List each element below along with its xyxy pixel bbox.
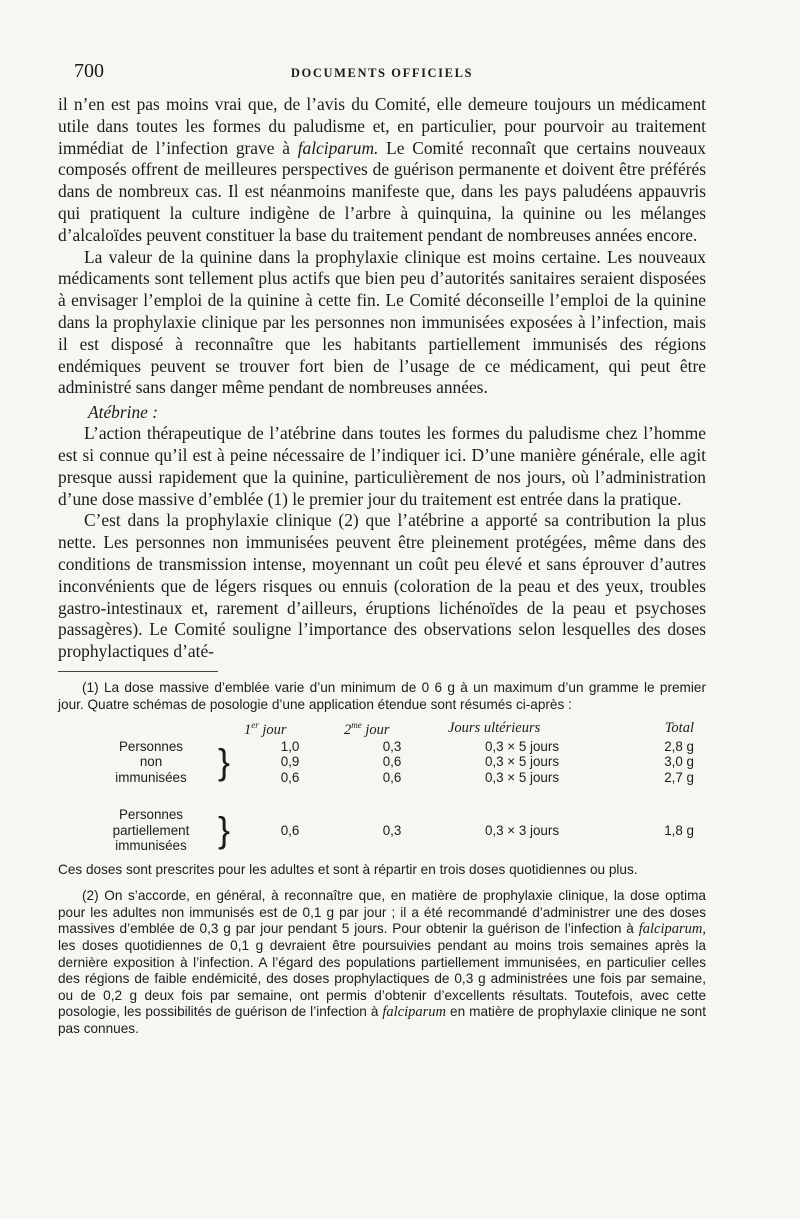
paragraph-4: C’est dans la prophylaxie clinique (2) que l’atébrine a apporté sa contribution la plus nette. Les personnes non immunisées peuvent être pleinement protégées, même dans des conditions de transmission intense, moyennant un coût peu élevé et sans éprouver d’autres inconvénients que de légers risques ou ennuis (coloration de la peau et des yeux, troubles gastro-intestinaux et, rarement d’ailleurs, éruptions lichénoïdes de la peau et psychoses passagères). Le Comité souligne l’importance des observations selon lesquelles des doses prophylactiques d’até- bbox=[58, 510, 706, 662]
table-row: Personnes partiellement immunisées } 0,6 0,3 0,3 × 3 jours 1,8 g bbox=[112, 807, 694, 854]
body-text bbox=[58, 94, 706, 663]
footnotes bbox=[58, 680, 706, 1038]
col-day1: 1er jour bbox=[244, 720, 287, 738]
table-row: non 0,9 0,6 0,3 × 5 jours 3,0 g bbox=[139, 754, 694, 770]
table-row: immunisées 0,6 0,6 0,3 × 5 jours 2,7 g bbox=[115, 769, 694, 785]
brace: } bbox=[218, 740, 231, 782]
footnote-2: (2) On s’accorde, en général, à reconnaître que, en matière de prophylaxie clinique, la dose optima pour les adultes non immunisés est de 0,1 g par jour ; il a été recommandé d’administrer une des doses massives d’emblée de 0,3 g par jour pendant 5 jours. Pour obtenir la guérison de l’infection à falciparum, les doses quotidiennes de 0,1 g devraient être poursuivies pendant au moins trois semaines après la dernière exposition à l’infection. A l’égard des populations partiellement immunisées, en particulier celles des régions de faible endémicité, des doses prophylactiques de 0,3 g administrées une fois par semaine, ou de 0,2 g deux fois par semaine, ont permis d’obtenir d’excellents résultats. Toutefois, avec cette posologie, les possibilités de guérison de l’infection à falciparum en matière de prophylaxie clinique ne sont pas connues. bbox=[58, 888, 706, 1036]
running-head: DOCUMENTS OFFICIELS bbox=[290, 66, 474, 80]
footnote-rule bbox=[58, 671, 218, 672]
col-day2: $2^{me}$ jour bbox=[344, 720, 390, 738]
paragraph-3: L’action thérapeutique de l’atébrine dans toutes les formes du paludisme chez l’homme est si connue qu’il est à peine nécessaire de l’indiquer ici. D’une manière générale, elle agit presque aussi rapidement que la quinine, particulièrement de nos jours, où l’administration d’une dose massive d’emblée (1) le premier jour du traitement est entrée dans la pratique. bbox=[58, 423, 706, 509]
brace: } bbox=[218, 809, 231, 851]
table-row: Personnes } 1,0 0,3 0,3 × 5 jours 2,8 g bbox=[88, 739, 698, 755]
page-number: 700 bbox=[74, 60, 104, 82]
dosage-table-header bbox=[88, 717, 698, 738]
paragraph-2: La valeur de la quinine dans la prophylaxie clinique est moins certaine. Les nouveaux médicaments sont tellement plus actifs que bien peu d’autorités sanitaires seraient disposées à envisager l’emploi de la quinine à cette fin. Le Comité déconseille l’emploi de la quinine dans la prophylaxie clinique par les personnes non immunisées exposées à l’infection, mais il est disposé à reconnaître que les habitants partiellement immunisés des régions endémiques peuvent se trouver fort bien de l’usage de ce médicament, qui peut être administré sans danger même pendant de nombreuses années. bbox=[58, 246, 706, 398]
page-header bbox=[58, 54, 706, 94]
footnote-1-intro: (1) La dose massive d’emblée varie d’un minimum de 0 6 g à un maximum d’un gramme le premier jour. Quatre schémas de posologie d’une application étendue sont résumés ci-après : bbox=[58, 679, 706, 712]
footnote-1-outro: Ces doses sont prescrites pour les adultes et sont à répartir en trois doses quotidiennes ou plus. bbox=[58, 861, 638, 877]
section-heading-atebrine: Atébrine : bbox=[88, 402, 159, 423]
italic-falciparum: falciparum. bbox=[297, 137, 379, 158]
paragraph-1: il n’en est pas moins vrai que, de l’avis du Comité, elle demeure toujours un médicament utile dans toutes les formes du paludisme et, en particulier, pour pourvoir au traitement immédiat de l’infection grave à falciparum. Le Comité reconnaît que certains nouveaux composés offrent de meilleures perspectives de guérison permanente et doivent être préférés dans de nombreux cas. Il est néanmoins manifeste que, dans les pays paludéens appauvris qui pratiquent la culture indigène de l’arbre à quinquina, la quinine ou les mélanges d’alcaloïdes peuvent constituer la base du traitement pendant de nombreuses années encore. bbox=[58, 94, 706, 245]
dosage-table bbox=[88, 717, 698, 853]
col-later-days: Jours ultérieurs bbox=[448, 719, 541, 736]
col-total: Total bbox=[664, 719, 694, 736]
